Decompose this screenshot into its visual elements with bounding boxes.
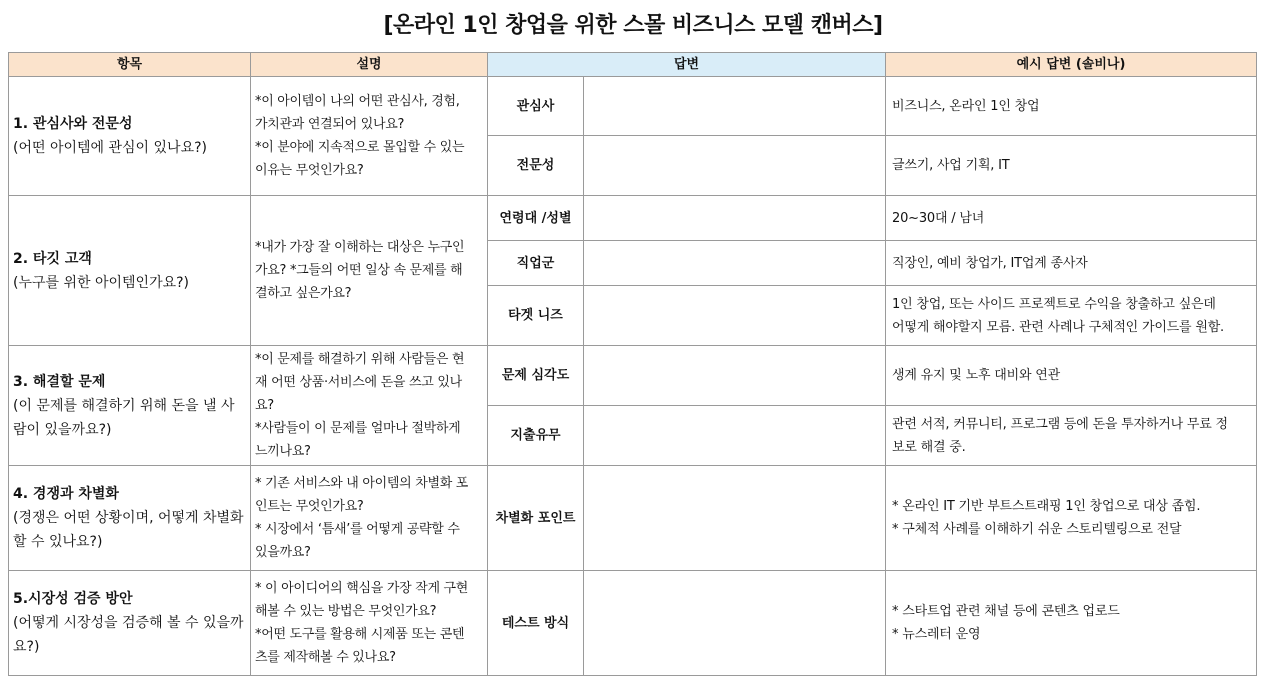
example-line: 직장인, 예비 창업가, IT업계 종사자 — [892, 255, 1088, 271]
description-line: *이 분야에 지속적으로 몰입할 수 있는 — [255, 140, 465, 155]
section-subheading: (누구를 위한 아이템인가요?) — [13, 274, 190, 291]
answer-cell[interactable] — [584, 286, 886, 346]
description-line: *이 아이템이 나의 어떤 관심사, 경험, — [255, 94, 460, 109]
example-line: 관련 서적, 커뮤니티, 프로그램 등에 돈을 투자하거나 무료 정 — [892, 416, 1228, 432]
description-line: * 이 아이디어의 핵심을 가장 작게 구현 — [255, 581, 469, 596]
section-heading: 3. 해결할 문제 — [13, 373, 106, 390]
description-line: 있을까요? — [255, 545, 311, 560]
answer-cell[interactable] — [584, 406, 886, 466]
header-example: 예시 답변 (솔비나) — [886, 53, 1257, 77]
answer-cell[interactable] — [584, 346, 886, 406]
answer-cell[interactable] — [584, 241, 886, 286]
section-2-description — [251, 196, 488, 346]
example-cell — [886, 346, 1257, 406]
page-title: [온라인 1인 창업을 위한 스몰 비즈니스 모델 캔버스] — [383, 13, 883, 38]
row-label: 연령대 /성별 — [488, 196, 584, 241]
section-heading: 5.시장성 검증 방안 — [13, 591, 133, 607]
business-model-canvas-table — [8, 52, 1257, 676]
description-line: *이 문제를 해결하기 위해 사람들은 현 — [255, 352, 465, 367]
section-3-category — [9, 346, 251, 466]
answer-cell[interactable] — [584, 466, 886, 571]
row-label: 전문성 — [488, 136, 584, 196]
description-line: *내가 가장 잘 이해하는 대상은 누구인 — [255, 240, 465, 255]
row-label: 지출유무 — [488, 406, 584, 466]
example-line: 글쓰기, 사업 기획, IT — [892, 158, 1010, 173]
answer-cell[interactable] — [584, 196, 886, 241]
description-line: 인트는 무엇인가요? — [255, 499, 364, 514]
table-row — [9, 196, 1257, 241]
row-label: 관심사 — [488, 77, 584, 136]
description-line: 가요? *그들의 어떤 일상 속 문제를 해 — [255, 263, 463, 278]
table-row — [9, 346, 1257, 406]
section-subheading: (경쟁은 어떤 상황이며, 어떻게 차별화 할 수 있나요?) — [13, 510, 244, 550]
row-label: 테스트 방식 — [488, 571, 584, 676]
table-row — [9, 466, 1257, 571]
section-4-description — [251, 466, 488, 571]
example-cell — [886, 406, 1257, 466]
example-cell — [886, 196, 1257, 241]
description-line: 츠를 제작해볼 수 있나요? — [255, 650, 396, 665]
example-line: * 구체적 사례를 이해하기 쉬운 스토리텔링으로 전달 — [892, 522, 1182, 537]
description-line: * 시장에서 ‘틈새’를 어떻게 공략할 수 — [255, 522, 460, 537]
example-cell — [886, 136, 1257, 196]
table-row — [9, 77, 1257, 136]
example-cell — [886, 571, 1257, 676]
example-line: 보로 해결 중. — [892, 439, 966, 455]
example-cell — [886, 77, 1257, 136]
example-line: * 뉴스레터 운영 — [892, 627, 981, 642]
example-line: 20~30대 / 남녀 — [892, 210, 985, 226]
section-2-category — [9, 196, 251, 346]
answer-cell[interactable] — [584, 571, 886, 676]
answer-cell[interactable] — [584, 77, 886, 136]
description-line: *사람들이 이 문제를 얼마나 절박하게 — [255, 421, 461, 436]
section-subheading: (어떻게 시장성을 검증해 볼 수 있을까요?) — [13, 615, 244, 655]
description-line: 해볼 수 있는 방법은 무엇인가요? — [255, 604, 437, 619]
row-label: 타겟 니즈 — [488, 286, 584, 346]
example-cell — [886, 241, 1257, 286]
description-line: * 기존 서비스와 내 아이템의 차별화 포 — [255, 476, 469, 491]
table-row — [9, 571, 1257, 676]
description-line: 가치관과 연결되어 있나요? — [255, 117, 405, 132]
example-line: 생계 유지 및 노후 대비와 연관 — [892, 368, 1060, 383]
example-cell — [886, 286, 1257, 346]
description-line: *어떤 도구를 활용해 시제품 또는 콘텐 — [255, 627, 465, 642]
section-5-description — [251, 571, 488, 676]
description-line: 이유는 무엇인가요? — [255, 163, 364, 178]
section-subheading: (이 문제를 해결하기 위해 돈을 낼 사람이 있을까요?) — [13, 397, 235, 438]
description-line: 느끼나요? — [255, 444, 311, 459]
section-heading: 4. 경쟁과 차별화 — [13, 486, 119, 502]
example-line: 비즈니스, 온라인 1인 창업 — [892, 98, 1040, 114]
example-cell — [886, 466, 1257, 571]
section-subheading: (어떤 아이템에 관심이 있나요?) — [13, 140, 207, 156]
section-1-category — [9, 77, 251, 196]
row-label: 문제 심각도 — [488, 346, 584, 406]
description-line: 재 어떤 상품·서비스에 돈을 쓰고 있나 — [255, 375, 462, 390]
header-row — [9, 53, 1257, 77]
example-line: * 스타트업 관련 채널 등에 콘텐츠 업로드 — [892, 604, 1120, 619]
description-line: 결하고 싶은가요? — [255, 286, 352, 301]
example-line: 어떻게 해야할지 모름. 관련 사례나 구체적인 가이드를 원함. — [892, 319, 1224, 335]
answer-cell[interactable] — [584, 136, 886, 196]
section-1-description — [251, 77, 488, 196]
section-4-category — [9, 466, 251, 571]
section-3-description — [251, 346, 488, 466]
section-heading: 2. 타깃 고객 — [13, 250, 92, 267]
example-line: * 온라인 IT 기반 부트스트래핑 1인 창업으로 대상 좁힘. — [892, 499, 1201, 514]
row-label: 차별화 포인트 — [488, 466, 584, 571]
header-answer: 답변 — [488, 53, 886, 77]
description-line: 요? — [255, 398, 274, 413]
section-5-category — [9, 571, 251, 676]
header-item: 항목 — [9, 53, 251, 77]
example-line: 1인 창업, 또는 사이드 프로젝트로 수익을 창출하고 싶은데 — [892, 296, 1216, 312]
row-label: 직업군 — [488, 241, 584, 286]
header-description: 설명 — [251, 53, 488, 77]
section-heading: 1. 관심사와 전문성 — [13, 116, 133, 132]
